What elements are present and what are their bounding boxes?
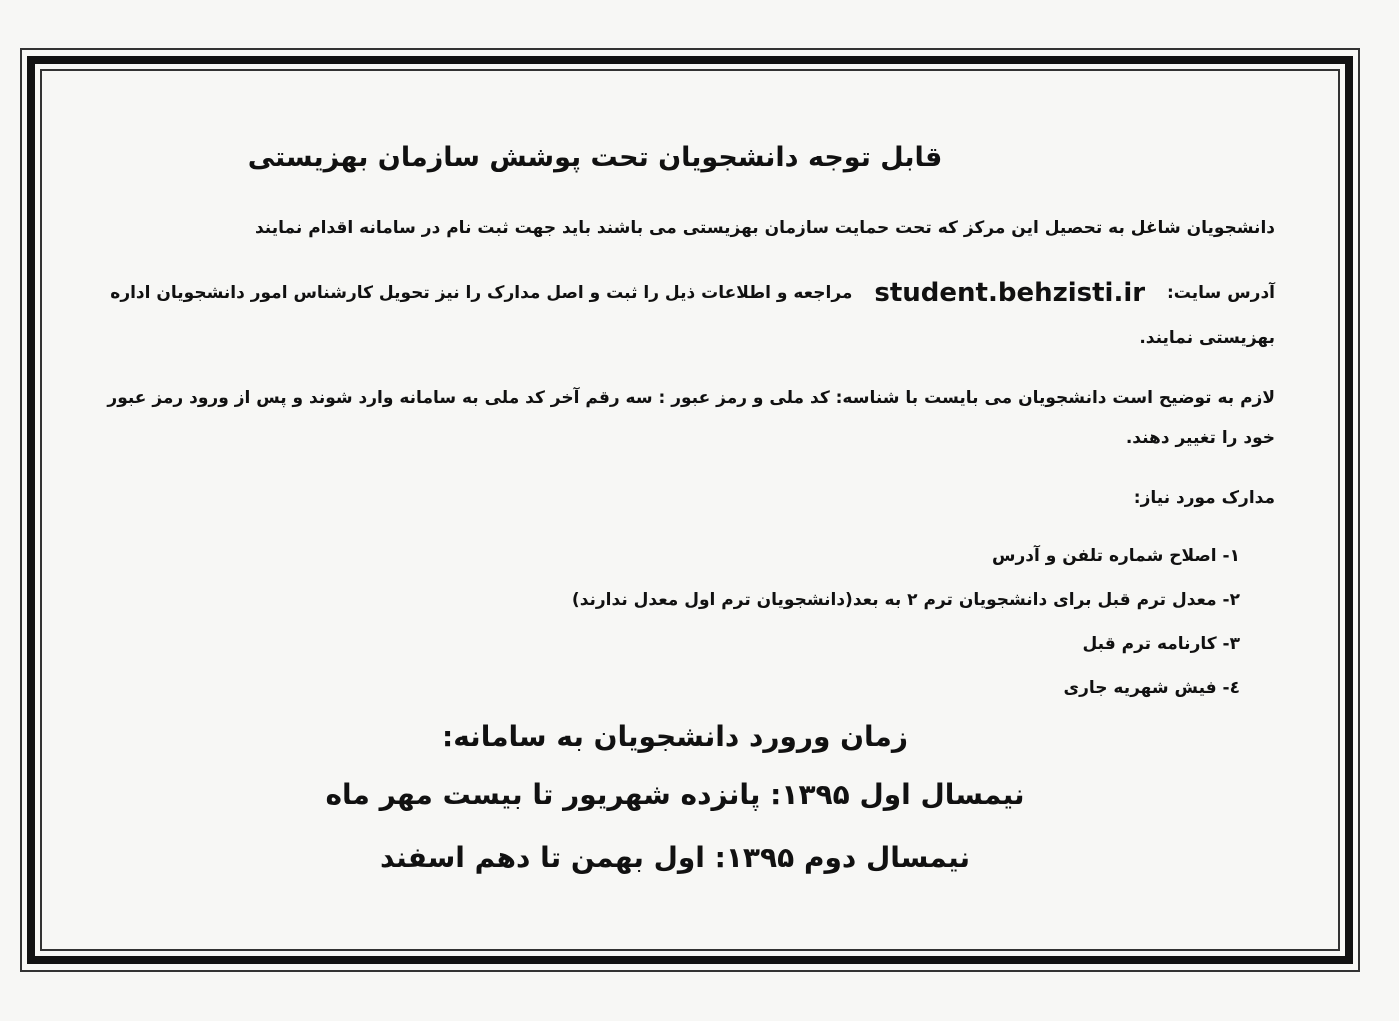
- paragraph-registration: دانشجویان شاغل به تحصیل این مرکز که تحت حمایت سازمان بهزیستی می باشند باید جهت ثبت نام در سامانه اقدام نمایند: [254, 218, 1275, 238]
- list-item: ۳- کارنامه ترم قبل: [1082, 634, 1240, 654]
- entry-time-heading: زمان ورورد دانشجویان به سامانه:: [442, 720, 908, 753]
- paragraph-login: لازم به توضیح است دانشجویان می بایست با شناسه: کد ملی و رمز عبور : سه رقم آخر کد ملی به سامانه وارد شوند و پس از ورود رمز عبور: [107, 388, 1275, 408]
- paragraph-address: [110, 278, 1275, 308]
- address-label: آدرس سایت:: [1167, 283, 1275, 303]
- address-rest: مراجعه و اطلاعات ذیل را ثبت و اصل مدارک را نیز تحویل کارشناس امور دانشجویان اداره: [110, 283, 853, 303]
- paragraph-login-cont: خود را تغییر دهند.: [1125, 428, 1275, 448]
- list-item: ۱- اصلاح شماره تلفن و آدرس: [992, 546, 1240, 566]
- paragraph-address-cont: بهزیستی نمایند.: [1139, 328, 1275, 348]
- website-link[interactable]: student.behzisti.ir: [874, 278, 1146, 308]
- border-inner: [40, 69, 1340, 951]
- semester-first: نیمسال اول ۱۳۹۵: پانزده شهریور تا بیست مهر ماه: [325, 778, 1025, 811]
- list-item: ٤- فیش شهریه جاری: [1063, 678, 1240, 698]
- semester-second: نیمسال دوم ۱۳۹۵: اول بهمن تا دهم اسفند: [379, 841, 971, 874]
- documents-heading: مدارک مورد نیاز:: [1133, 488, 1275, 508]
- notice-title: قابل توجه دانشجویان تحت پوشش سازمان بهزیستی: [247, 142, 943, 173]
- list-item: ۲- معدل ترم قبل برای دانشجویان ترم ۲ به بعد(دانشجویان ترم اول معدل ندارند): [571, 590, 1240, 610]
- documents-list: [572, 546, 1240, 722]
